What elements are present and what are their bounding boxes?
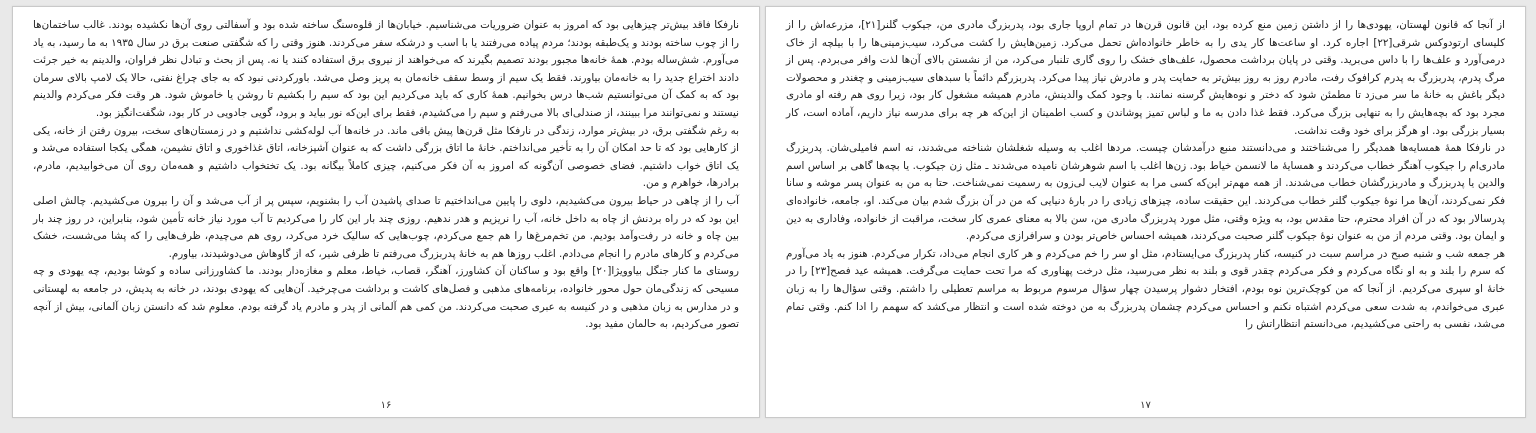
page-text — [786, 17, 1505, 334]
paragraph: به رغم شگفتی برق، در بیش‌تر موارد، زندگی در نارفکا مثل قرن‌ها پیش باقی ماند. در خانه‌ها آب لوله‌کشی نداشتیم و در زمستان‌های سخت، بیرون رفتن از خانه، یکی از کارهایی بود که تا حد امکان آن را به تأخیر می‌انداختم. خانهٔ ما اتاق بزرگی داشت که به عنوان آشپزخانه، اتاق غذاخوری و اتاق نشیمن، همگی یکجا استفاده می‌شد و یک اتاق خواب داشتیم. فضای خصوصی آن‌گونه که امروز به آن فکر می‌کنیم، چیزی کاملاً بیگانه بود. یک تختخواب داشتیم و همه‌مان روی آن می‌خوابیدیم، مادرم، برادرها، خواهرم و من. — [33, 124, 739, 190]
paragraph: روستای ما کنار جنگل بیاوویژا[۲۰] واقع بود و ساکنان آن کشاورز، آهنگر، قصاب، خیاط، معلم و مغازه‌دار بودند. ما کشاورزانی ساده و کوشا بودیم، چه یهودی و چه مسیحی که زندگی‌مان حول محور خانواده، برنامه‌های مذهبی و فصل‌های کاشت و برداشت می‌چرخید. آن‌هایی که یهودی بودند، در خانه به پدیش، در جامعه به لهستانی و در مدارس به زبان مذهبی و در کنیسه به عبری صحبت می‌کردند. من کمی هم آلمانی از پدر و مادرم یاد گرفته بودم. معلوم شد که دانستن زبان آلمانی، بیش از آنچه تصور می‌کردیم، به حالمان مفید بود. — [33, 265, 739, 331]
paragraph: آب را از چاهی در حیاط بیرون می‌کشیدیم، دلوی را پایین می‌انداختیم تا صدای پاشیدن آب را بشنویم، سپس پر از آب می‌شد و آن را بیرون می‌کشیدیم. چالش اصلی این بود که در راه بردنش از چاه به داخل خانه، آب را نریزیم و هدر ندهیم. روزی چند بار این کار را می‌کردیم تا آب مورد نیاز خانه تأمین شود، بنابراین، در روز چند بار بین چاه و خانه در رفت‌وآمد بودیم. من تخم‌مرغ‌ها را هم جمع می‌کردم، چوب‌هایی که سالیک خرد می‌کرد، روی هم می‌چیدم، ظرف‌هایی را که پشا می‌شست، خشک می‌کردم و کارهای مادرم را انجام می‌دادم. اغلب روزها هم به خانهٔ پدربزرگ می‌رفتم تا ظرفی شیر، که از گاوهاش می‌دوشیدند، بیاورم. — [33, 194, 739, 260]
page-text — [33, 17, 739, 334]
paragraph: هر جمعه شب و شنبه صبح در مراسم سبت در کنیسه، کنار پدربزرگ می‌ایستادم، مثل او سر را خم می‌کردم و هر کاری انجام می‌داد، تکرار می‌کردم. هنوز به یاد می‌آورم که سرم را بلند و به او نگاه می‌کردم و فکر می‌کردم چقدر قوی و بلند به نظر می‌رسید، مثل درخت پهناوری که مرا تحت حمایت می‌گرفت. همیشه عید فصح[۲۳] را در خانهٔ او سپری می‌کردیم. از آنجا که من کوچک‌ترین نوه بودم، افتخار دشوار پرسیدن چهار سؤال مرسوم مربوط به مراسم تعطیلی را داشتم. وقتی سؤال‌ها را به زبان عبری می‌خواندم، به شدت سعی می‌کردم اشتباه نکنم و احساس می‌کردم چشمان پدربزرگ به من دوخته شده است و انتظار می‌کشد که سهمم را ادا کنم. وقتی تمام می‌شد، نفسی به راحتی می‌کشیدیم، می‌دانستم انتظاراتش را — [786, 247, 1505, 331]
page-number: ۱۶ — [380, 400, 392, 411]
page-number: ۱۷ — [1140, 400, 1151, 411]
paragraph: از آنجا که قانون لهستان، یهودی‌ها را از داشتن زمین منع کرده بود، این قانون قرن‌ها در تمام اروپا جاری بود، پدربزرگ مادری من، جیکوب گلنر[۲۱]، مزرعه‌اش را از کلیسای ارتودوکس شرقی[۲۲] اجاره کرد. او ساعت‌ها کار یدی را به خاطر خانواده‌اش تحمل می‌کرد. زمین‌هایش را کشت می‌کرد، سیب‌زمینی‌ها را با بیلچه از خاک درمی‌آورد و علف‌ها را با داس می‌برید. وقتی در پایان برداشت محصول، علف‌های خشک را روی گاری تلنبار می‌کرد، من از نشستن بالای آن‌ها لذت وافر می‌بردم. پس از مرگ پدرم، پدربزرگ به پدرم کرافوک رفت، مادرم روز به روز بیش‌تر به حمایت پدر و مادرش نیاز پیدا می‌کرد. پدربزرگم دائماً با سبدهای سیب‌زمینی و چغندر و محصولات دیگر باغش به خانهٔ ما سر می‌زد تا مطمئن شود که دختر و نوه‌هایش گرسنه نمانند. با وجود کمک والدینش، مادرم همیشه مشغول کار بود، زیرا روی هم رفته او مادری مجرد بود که بچه‌هایش را به تنهایی بزرگ می‌کرد. فقط غذا دادن به ما و لباس تمیز پوشاندن و کسب اطمینان از این‌که هر چه برای مدرسه نیاز داریم، آماده است، کار بسیار بزرگی بود. او هرگز برای خود وقت نداشت. — [786, 19, 1505, 137]
paragraph: نارفکا فاقد بیش‌تر چیزهایی بود که امروز به عنوان ضروریات می‌شناسیم. خیابان‌ها از قلوه‌سنگ ساخته شده بود و آسفالتی روی آن‌ها نکشیده بودند. غالب ساختمان‌ها را از چوب ساخته بودند و یک‌طبقه بودند؛ مردم پیاده می‌رفتند یا با اسب و درشکه سفر می‌کردند. هنوز وقتی را که شگفتی صنعت برق در سال ۱۹۳۵ به ما رسید، به یاد می‌آورم. شش‌ساله بودم. همهٔ خانه‌ها مجبور بودند تصمیم بگیرند که می‌خواهند از نیروی برق استفاده کنند یا نه. پس از بحث و تبادل نظر فراوان، والدینم به خیر جرئت دادند اختراع جدید را به خانه‌مان بیاورند. فقط یک سیم از وسط سقف خانه‌مان به پریز وصل می‌شد. باورکردنی نبود که به جای چراغ نفتی، حالا یک لامپ بالای سرمان بود که به کمک آن می‌توانستیم شب‌ها درس بخوانیم. همهٔ کاری که باید می‌کردیم این بود که سیم را بکشیم تا روشن یا خاموش شود. هر وقت فکر می‌کردم والدینم نیستند و نمی‌توانند مرا ببینند، از صندلی‌ای بالا می‌رفتم و سیم را می‌کشیدم، فقط برای این‌که نور بیاید و برود، گویی جادویی در کار بود، شگفت‌انگیز بود. — [33, 19, 739, 119]
paragraph: در نارفکا همهٔ همسایه‌ها همدیگر را می‌شناختند و می‌دانستند منبع درآمدشان چیست. مردها اغلب به وسیله شغلشان شناخته می‌شدند، نه اسم فامیلی‌شان. پدربزرگ مادری‌ام را جیکوب آهنگر خطاب می‌کردند و همسایهٔ ما لانسمن خیاط بود. زن‌ها اغلب با اسم شوهرشان نامیده می‌شدند ـ مثل زن جیکوب. یا بچه‌ها گاهی بر اساس اسم والدین یا پدربزرگ و مادربزرگشان خطاب می‌شدند. از همه مهم‌تر این‌که کسی مرا به عنوان لایب لی‌زون به رسمیت نمی‌شناخت. حتا به من به عنوان پسر موشه و سانا فکر نمی‌کردند، آن‌ها مرا نوهٔ جیکوب گلنر خطاب می‌کردند. این حقیقت ساده، چیزهای زیادی را در بارهٔ دنیایی که من در آن بزرگ شدم بیان می‌کند. او، جامعه، خانواده‌ای پدرسالار بود که در آن افراد محترم، حتا مقدس بود، به ویژه وقتی، مثل مورد پدربزرگ مادری من، سن بالا به معنای عمری کار سخت، مراقبت از خانواده، وفاداری به دین و ایمان بود. وقتی مردم از من به عنوان نوهٔ جیکوب گلنر صحبت می‌کردند، همیشه احساس خاص‌تر بودن و سرافرازی می‌کردم. — [786, 142, 1505, 243]
page-17 — [765, 6, 1526, 418]
page-16 — [12, 6, 760, 418]
